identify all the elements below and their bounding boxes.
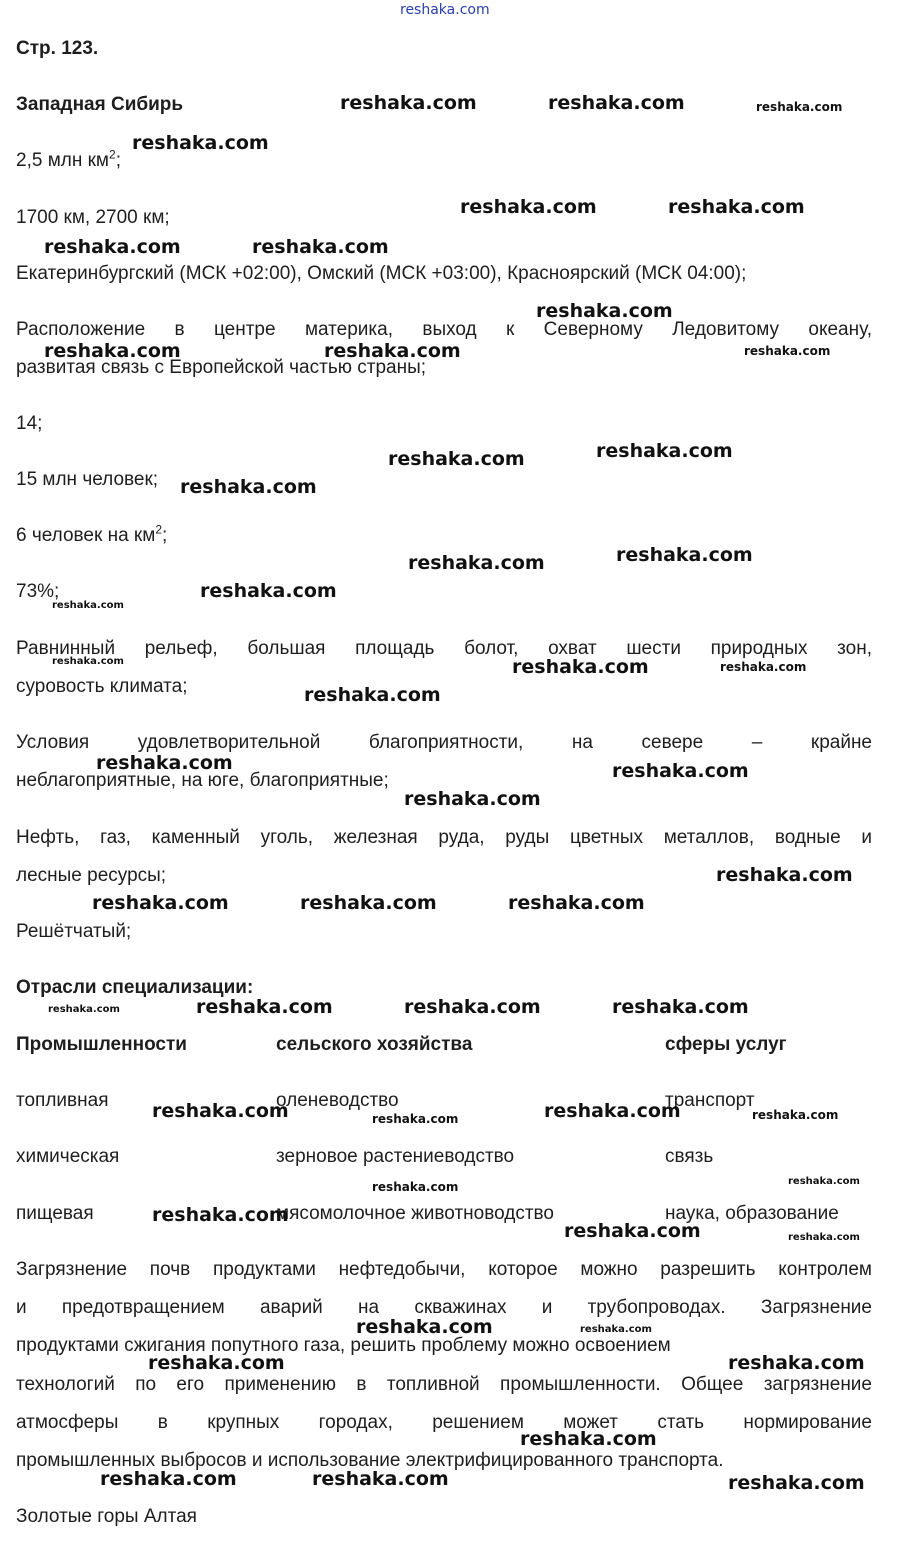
table-cell: наука, образование <box>665 1203 839 1224</box>
dimensions-line: 1700 км, 2700 км; <box>16 207 170 228</box>
ecology-line-5: атмосферы в крупных городах, решением может стать нормирование <box>16 1412 872 1433</box>
watermark: reshaka.com <box>720 660 807 674</box>
ecology-line-4: технологий по его применению в топливной промышленности. Общее загрязнение <box>16 1374 872 1395</box>
position-line-2: развитая связь с Европейской частью страны; <box>16 357 427 378</box>
watermark: reshaka.com <box>612 996 749 1018</box>
column-header-services: сферы услуг <box>665 1034 787 1055</box>
density-end: ; <box>162 525 168 546</box>
area-value: 2,5 млн км <box>16 150 109 171</box>
watermark: reshaka.com <box>312 1468 449 1490</box>
watermark: reshaka.com <box>460 196 597 218</box>
watermark: reshaka.com <box>100 1468 237 1490</box>
specialization-title: Отрасли специализации: <box>16 977 254 998</box>
watermark: reshaka.com <box>520 1428 657 1450</box>
table-cell: химическая <box>16 1146 120 1167</box>
ecology-line-6: промышленных выбросов и использование электрифицированного транспорта. <box>16 1450 724 1471</box>
watermark: reshaka.com <box>616 544 753 566</box>
watermark: reshaka.com <box>580 1324 652 1335</box>
nature-line-1: Равнинный рельеф, большая площадь болот, охват шести природных зон, <box>16 638 872 659</box>
watermark: reshaka.com <box>180 476 317 498</box>
density-line <box>16 522 168 547</box>
watermark: reshaka.com <box>200 580 337 602</box>
watermark: reshaka.com <box>596 440 733 462</box>
watermark: reshaka.com <box>404 788 541 810</box>
watermark: reshaka.com <box>536 300 673 322</box>
watermark: reshaka.com <box>252 236 389 258</box>
watermark: reshaka.com <box>788 1176 860 1187</box>
watermark: reshaka.com <box>324 340 461 362</box>
watermark: reshaka.com <box>788 1232 860 1243</box>
watermark: reshaka.com <box>48 1004 120 1015</box>
watermark: reshaka.com <box>512 656 649 678</box>
watermark: reshaka.com <box>408 552 545 574</box>
area-sup: 2 <box>109 147 116 162</box>
watermark: reshaka.com <box>372 1180 459 1194</box>
watermark: reshaka.com <box>744 344 831 358</box>
nature-line-2: суровость климата; <box>16 676 188 697</box>
region-title: Западная Сибирь <box>16 94 184 115</box>
ecology-line-3: продуктами сжигания попутного газа, решить проблему можно освоением <box>16 1335 671 1356</box>
watermark: reshaka.com <box>52 656 124 667</box>
column-header-agriculture: сельского хозяйства <box>276 1034 473 1055</box>
header-watermark[interactable]: reshaka.com <box>400 2 490 18</box>
watermark: reshaka.com <box>356 1316 493 1338</box>
watermark: reshaka.com <box>752 1108 839 1122</box>
table-cell: пищевая <box>16 1203 94 1224</box>
watermark: reshaka.com <box>52 600 124 611</box>
page-number: Стр. 123. <box>16 38 99 59</box>
watermark: reshaka.com <box>728 1472 865 1494</box>
watermark: reshaka.com <box>612 760 749 782</box>
watermark: reshaka.com <box>404 996 541 1018</box>
watermark: reshaka.com <box>340 92 477 114</box>
watermark: reshaka.com <box>304 684 441 706</box>
watermark: reshaka.com <box>300 892 437 914</box>
watermark: reshaka.com <box>148 1352 285 1374</box>
conditions-line-1: Условия удовлетворительной благоприятности, на севере – крайне <box>16 732 872 753</box>
area-end: ; <box>115 150 121 171</box>
ecology-line-2: и предотвращением аварий на скважинах и трубопроводах. Загрязнение <box>16 1297 872 1318</box>
area-line <box>16 147 121 172</box>
watermark: reshaka.com <box>152 1100 289 1122</box>
watermark: reshaka.com <box>132 132 269 154</box>
table-cell: оленеводство <box>276 1090 399 1111</box>
time-zones-line: Екатеринбургский (МСК +02:00), Омский (МСК +03:00), Красноярский (МСК 04:00); <box>16 263 747 284</box>
position-line-1: Расположение в центре материка, выход к Северному Ледовитому океану, <box>16 319 872 340</box>
table-cell: зерновое растениеводство <box>276 1146 515 1167</box>
table-cell: топливная <box>16 1090 109 1111</box>
watermark: reshaka.com <box>44 236 181 258</box>
watermark: reshaka.com <box>196 996 333 1018</box>
population-line: 15 млн человек; <box>16 469 159 490</box>
watermark: reshaka.com <box>388 448 525 470</box>
subjects-line: 14; <box>16 413 43 434</box>
watermark: reshaka.com <box>564 1220 701 1242</box>
density-sup: 2 <box>155 522 162 537</box>
ecology-line-1: Загрязнение почв продуктами нефтедобычи, которое можно разрешить контролем <box>16 1259 872 1280</box>
density-value: 6 человек на км <box>16 525 156 546</box>
watermark: reshaka.com <box>92 892 229 914</box>
table-cell: мясомолочное животноводство <box>276 1203 554 1224</box>
watermark: reshaka.com <box>548 92 685 114</box>
watermark: reshaka.com <box>728 1352 865 1374</box>
watermark: reshaka.com <box>544 1100 681 1122</box>
watermark: reshaka.com <box>152 1204 289 1226</box>
resources-line-1: Нефть, газ, каменный уголь, железная руда, руды цветных металлов, водные и <box>16 827 872 848</box>
watermark: reshaka.com <box>668 196 805 218</box>
urban-share-line: 73%; <box>16 581 60 602</box>
watermark: reshaka.com <box>508 892 645 914</box>
attraction-line: Золотые горы Алтая <box>16 1506 197 1527</box>
column-header-industry: Промышленности <box>16 1034 187 1055</box>
table-cell: связь <box>665 1146 714 1167</box>
table-cell: транспорт <box>665 1090 755 1111</box>
resources-line-2: лесные ресурсы; <box>16 865 167 886</box>
watermark: reshaka.com <box>44 340 181 362</box>
conditions-line-2: неблагоприятные, на юге, благоприятные; <box>16 770 389 791</box>
watermark: reshaka.com <box>372 1112 459 1126</box>
network-type-line: Решётчатый; <box>16 921 132 942</box>
watermark: reshaka.com <box>756 100 843 114</box>
watermark: reshaka.com <box>716 864 853 886</box>
watermark: reshaka.com <box>96 752 233 774</box>
